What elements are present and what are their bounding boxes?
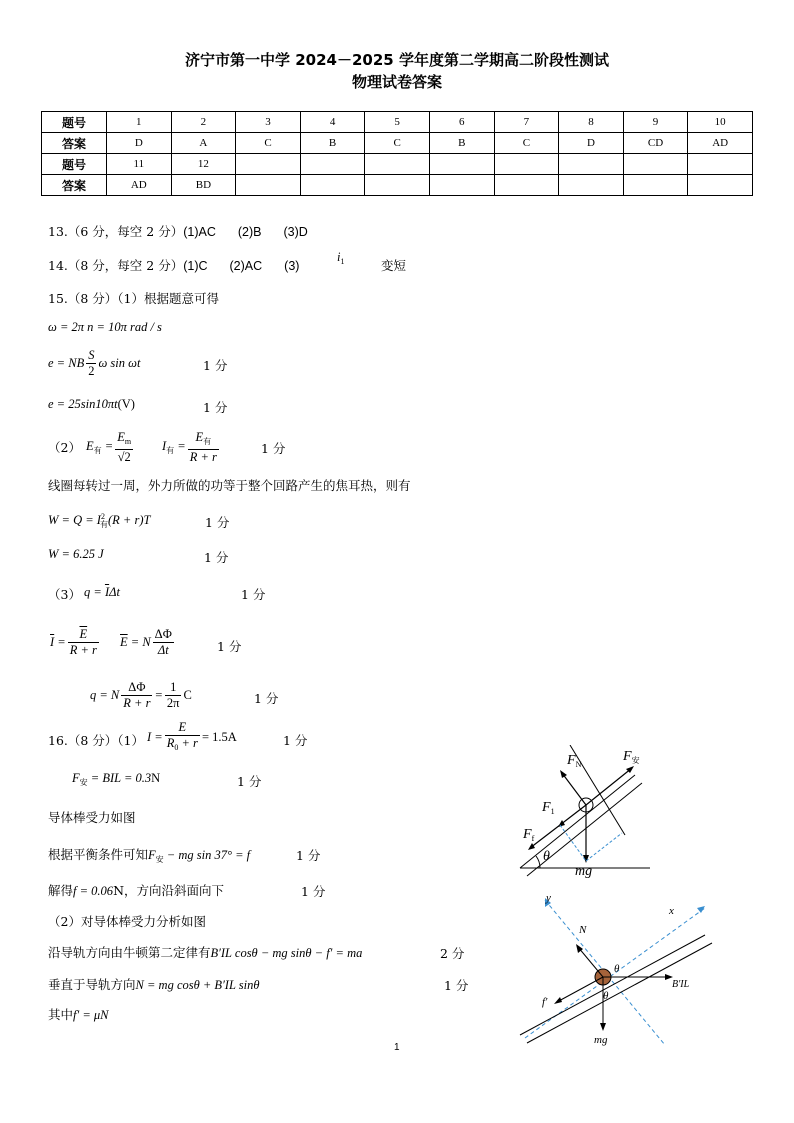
- table-row: [42, 133, 753, 154]
- table-header-cell: 答案: [42, 175, 107, 196]
- table-cell: 12: [171, 154, 236, 175]
- q13-answer-2: (2)B: [237, 225, 262, 239]
- page-title: 济宁市第一中学 2024－2025 学年度第二学期高二阶段性测试: [185, 51, 609, 69]
- figure2-label-BIL: B′IL: [672, 979, 690, 990]
- table-row: [42, 112, 753, 133]
- score-label: 1 分: [237, 774, 262, 789]
- q15-q-eq: $q = \overline{I}\Delta t$: [84, 585, 120, 599]
- table-cell: [688, 175, 753, 196]
- q16-part2-text: （2）对导体棒受力分析如图: [48, 914, 206, 929]
- q13-answer-3: (3)D: [283, 225, 308, 239]
- table-cell: C: [494, 133, 559, 154]
- table-cell: B: [300, 133, 365, 154]
- q14-line: [48, 256, 299, 274]
- q16-where-line: 其中f′ = μN: [48, 1007, 109, 1022]
- q15-part2-label: （2）: [48, 440, 81, 455]
- q15-I-eq: $I_有$ = $\frac{E_有}{R + r}$: [162, 430, 217, 464]
- q16-figure-text: 导体棒受力如图: [48, 810, 136, 825]
- table-cell: 7: [494, 112, 559, 133]
- figure2-label-theta1: θ: [614, 963, 620, 975]
- table-cell: [429, 154, 494, 175]
- q16-balance-line: 根据平衡条件可知$F_安$ − mg sin 37° = f: [48, 847, 251, 864]
- page-number: 1: [394, 1042, 400, 1053]
- table-cell: BD: [171, 175, 236, 196]
- q15-Ibar-eq: $\overline{I}$ = $\frac{\overline{E}}{R + r}$: [50, 627, 97, 657]
- score-label: 1 分: [296, 848, 321, 863]
- table-cell: [494, 175, 559, 196]
- q15-W-value: W = 6.25 J: [48, 547, 104, 561]
- score-label: 1 分: [261, 441, 286, 456]
- table-cell: [365, 175, 430, 196]
- figure1-label-F1: $F_1$: [542, 800, 555, 816]
- q14-answer-3: (3): [284, 259, 300, 273]
- q14-prefix: 14.（8 分，每空 2 分）: [48, 258, 184, 273]
- table-cell: C: [236, 133, 301, 154]
- q16-I-eq: I = $\frac{E}{R_0 + r}$ = 1.5A: [147, 720, 237, 752]
- figure2-label-x: x: [669, 905, 674, 917]
- table-cell: [494, 154, 559, 175]
- score-label: 1 分: [301, 884, 326, 899]
- q15-intro: 15.（8 分）（1）根据题意可得: [48, 291, 220, 306]
- table-cell: 9: [623, 112, 688, 133]
- table-cell: CD: [623, 133, 688, 154]
- table-cell: 10: [688, 112, 753, 133]
- table-header-cell: 题号: [42, 154, 107, 175]
- table-cell: [236, 175, 301, 196]
- table-cell: [559, 154, 624, 175]
- q14-answer-4: 变短: [381, 258, 407, 273]
- table-cell: 11: [107, 154, 172, 175]
- figure1-label-theta: θ: [543, 849, 550, 864]
- q15-q2-eq: q = N $\frac{\Delta\Phi}{R + r}$ = $\frac{1}{2\pi}$ C: [90, 680, 192, 710]
- table-cell: 4: [300, 112, 365, 133]
- q16-newton-line: 沿导轨方向由牛顿第二定律有B′IL cosθ − mg sinθ − f′ = ma: [48, 945, 363, 960]
- score-label: 1 分: [204, 550, 229, 565]
- figure1-label-Ff: $F_f$: [523, 827, 535, 843]
- score-label: 1 分: [205, 515, 230, 530]
- table-cell: 2: [171, 112, 236, 133]
- table-cell: A: [171, 133, 236, 154]
- q14-answer-1: (1)C: [183, 259, 208, 273]
- q16-intro: 16.（8 分）（1）: [48, 733, 145, 748]
- q13-line: [48, 222, 308, 240]
- table-cell: AD: [688, 133, 753, 154]
- table-cell: [623, 154, 688, 175]
- q15-work-text: 线圈每转过一周，外力所做的功等于整个回路产生的焦耳热，则有: [48, 478, 411, 493]
- table-cell: [429, 175, 494, 196]
- score-label: 1 分: [203, 358, 228, 373]
- q15-E-eq: $E_有$ = $\frac{E_m}{√2}$: [86, 430, 132, 464]
- score-label: 1 分: [254, 691, 279, 706]
- q15-omega-eq: ω = 2π n = 10π rad / s: [48, 320, 162, 334]
- table-cell: 5: [365, 112, 430, 133]
- score-label: 1 分: [241, 587, 266, 602]
- q15-e2-eq: e = 25sin10πt(V): [48, 397, 135, 411]
- q16-solve-line: 解得f = 0.06N，方向沿斜面向下: [48, 883, 225, 898]
- figure1-label-mg: mg: [575, 864, 593, 879]
- q14-answer-2: (2)AC: [229, 259, 263, 273]
- answer-table: [41, 111, 753, 196]
- figure2-label-mg: mg: [594, 1034, 608, 1046]
- table-cell: [365, 154, 430, 175]
- table-cell: 1: [107, 112, 172, 133]
- table-cell: [300, 175, 365, 196]
- table-cell: [236, 154, 301, 175]
- score-label: 1 分: [444, 978, 469, 993]
- table-cell: 6: [429, 112, 494, 133]
- figure1-label-FN: $F_N$: [567, 753, 582, 769]
- table-cell: 8: [559, 112, 624, 133]
- table-cell: C: [365, 133, 430, 154]
- q13-prefix: 13.（6 分，每空 2 分）: [48, 224, 184, 239]
- q14-symbol: $i_1$: [337, 250, 345, 266]
- q16-F-eq: $F_安$ = BIL = 0.3N: [72, 771, 161, 787]
- table-header-cell: 答案: [42, 133, 107, 154]
- figure1-label-Fan: $F_安$: [623, 749, 640, 765]
- table-cell: D: [107, 133, 172, 154]
- table-cell: AD: [107, 175, 172, 196]
- table-cell: [623, 175, 688, 196]
- score-label: 2 分: [440, 946, 465, 961]
- q15-W-eq: $W = Q = I^2_有(R + r)T$: [48, 512, 151, 529]
- table-row: [42, 175, 753, 196]
- q13-answer-1: (1)AC: [183, 225, 216, 239]
- table-cell: D: [559, 133, 624, 154]
- figure2-label-y: y: [546, 892, 551, 904]
- table-row: [42, 154, 753, 175]
- table-cell: B: [429, 133, 494, 154]
- figure2-label-N: N: [579, 924, 587, 936]
- figure2-label-f: f′: [542, 996, 548, 1008]
- figure2-label-theta2: θ: [603, 990, 609, 1002]
- table-cell: 3: [236, 112, 301, 133]
- q15-e-eq: e = NB $\frac{S}{2}$ ω sin ωt: [48, 348, 141, 378]
- table-cell: [559, 175, 624, 196]
- q16-perp-line: 垂直于导轨方向N = mg cosθ + B′IL sinθ: [48, 977, 260, 992]
- q15-part3-label: （3）: [48, 587, 81, 602]
- table-cell: [688, 154, 753, 175]
- score-label: 1 分: [203, 400, 228, 415]
- page-subtitle: 物理试卷答案: [351, 73, 442, 91]
- score-label: 1 分: [217, 639, 242, 654]
- q15-Ebar-eq: $\overline{E} = N$ $\frac{\Delta\Phi}{\Delta t}$: [120, 627, 172, 657]
- table-cell: [300, 154, 365, 175]
- table-header-cell: 题号: [42, 112, 107, 133]
- score-label: 1 分: [283, 733, 308, 748]
